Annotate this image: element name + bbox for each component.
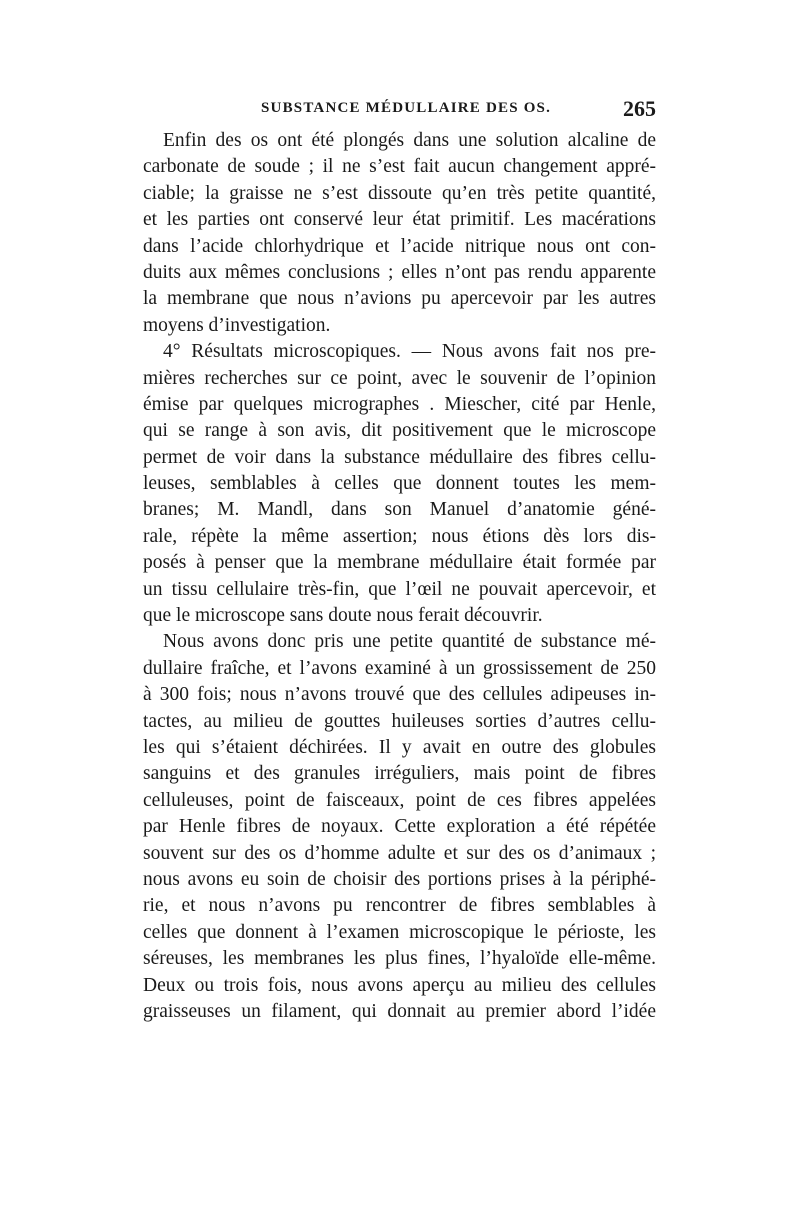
page-number: 265 [623,96,656,121]
text-line: émise par quelques micrographes . Miescher, cité par Henle, [143,393,656,415]
text-line: posés à penser que la membrane médullaire était formée par [143,552,656,574]
text-line: duits aux mêmes conclusions ; elles n’ont pas rendu apparente [143,261,656,283]
text-line: mières recherches sur ce point, avec le souvenir de l’opinion [143,367,656,389]
text-line: à 300 fois; nous n’avons trouvé que des cellules adipeuses in- [143,684,656,706]
text-line: celles que donnent à l’examen microscopique le périoste, les [143,921,656,943]
text-line: sanguins et des granules irréguliers, mais point de fibres [143,763,656,785]
running-head: SUBSTANCE MÉDULLAIRE DES OS. [261,100,552,116]
text-line: ciable; la graisse ne s’est dissoute qu’en très petite quantité, [143,182,656,204]
text-line: graisseuses un filament, qui donnait au premier abord l’idée [143,1000,656,1022]
text-line: branes; M. Mandl, dans son Manuel d’anatomie géné- [143,499,656,521]
text-line: séreuses, les membranes les plus fines, l’hyaloïde elle-même. [143,948,656,970]
text-line: carbonate de soude ; il ne s’est fait aucun changement appré- [143,156,656,178]
text-line: souvent sur des os d’homme adulte et sur des os d’animaux ; [143,842,656,864]
text-line: leuses, semblables à celles que donnent toutes les mem- [143,473,656,495]
text-line: rale, répète la même assertion; nous étions dès lors dis- [143,525,656,547]
text-line: par Henle fibres de noyaux. Cette exploration a été répétée [143,816,656,838]
text-line: et les parties ont conservé leur état primitif. Les macérations [143,209,656,231]
text-line: moyens d’investigation. [143,314,331,336]
text-line: les qui s’étaient déchirées. Il y avait en outre des globules [143,736,656,758]
text-line: que le microscope sans doute nous ferait découvrir. [143,605,543,627]
text-line: la membrane que nous n’avions pu apercevoir par les autres [143,288,656,310]
body-text [143,128,656,1025]
text-line: celluleuses, point de faisceaux, point de ces fibres appelées [143,789,656,811]
page-header [143,98,656,126]
text-line: rie, et nous n’avons pu rencontrer de fibres semblables à [143,895,656,917]
text-line: dans l’acide chlorhydrique et l’acide nitrique nous ont con- [143,235,656,257]
text-line: permet de voir dans la substance médullaire des fibres cellu- [143,446,656,468]
text-line: qui se range à son avis, dit positivement que le microscope [143,420,656,442]
text-line: Nous avons donc pris une petite quantité de substance mé- [163,631,656,653]
text-line: un tissu cellulaire très-fin, que l’œil ne pouvait apercevoir, et [143,578,656,600]
text-line: Enfin des os ont été plongés dans une solution alcaline de [163,130,656,151]
text-line: nous avons eu soin de choisir des portions prises à la périphé- [143,868,656,890]
text-line: tactes, au milieu de gouttes huileuses sorties d’autres cellu- [143,710,656,732]
text-line: 4° Résultats microscopiques. — Nous avons fait nos pre- [163,341,656,363]
text-line: Deux ou trois fois, nous avons aperçu au milieu des cellules [143,974,656,996]
text-line: dullaire fraîche, et l’avons examiné à un grossissement de 250 [143,657,656,679]
